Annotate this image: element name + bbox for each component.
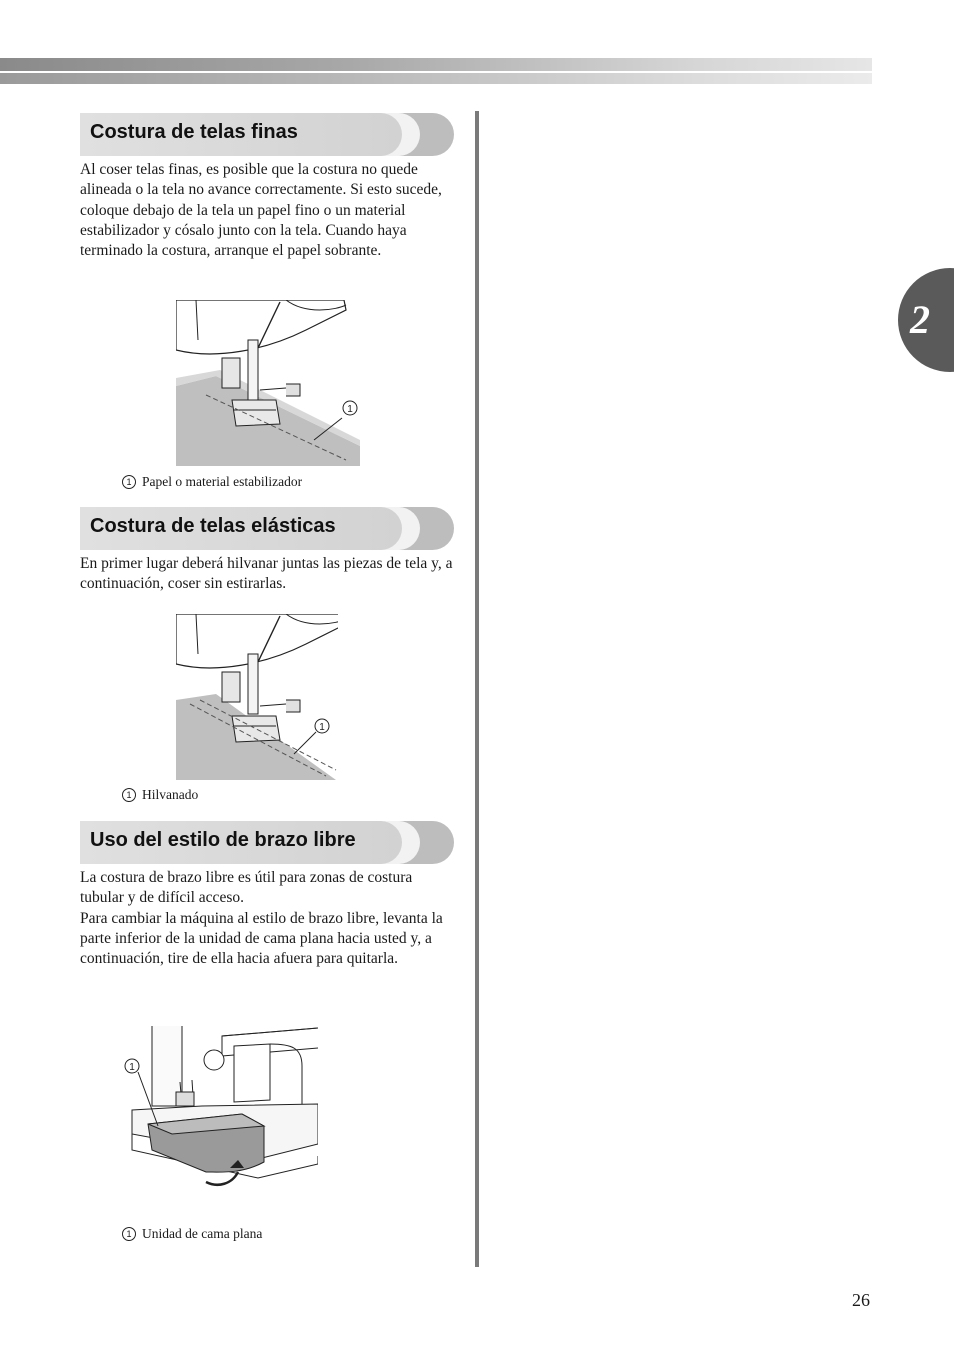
section-body: Al coser telas finas, es posible que la costura no quede alineada o la tela no avance correctamente. Si esto sucede, coloque debajo de la tela un papel fino o un material estabilizador y cósalo junto con la tela. Cuando haya terminado la costura, arranque el papel sobrante.	[80, 161, 442, 260]
caption-number: 1	[122, 788, 136, 802]
section-title: Costura de telas elásticas	[90, 515, 336, 537]
section-heading-thin-fabrics	[80, 113, 454, 156]
chapter-tab	[898, 268, 954, 372]
caption-text: Papel o material estabilizador	[142, 474, 303, 489]
figure-stretch-fabric	[176, 614, 338, 782]
section-heading-stretch-fabrics	[80, 507, 454, 550]
column-divider	[475, 111, 479, 1267]
figure-callout-number: 1	[129, 1062, 135, 1073]
figure-free-arm	[122, 1026, 318, 1192]
caption-number: 1	[122, 1227, 136, 1241]
section-body: En primer lugar deberá hilvanar juntas las piezas de tela y, a continuación, coser sin estirarlas.	[80, 555, 453, 593]
figure-caption	[122, 1226, 262, 1242]
header-stripe-bottom	[0, 73, 872, 84]
figure-callout-number: 1	[347, 404, 353, 415]
figure-callout-number: 1	[319, 722, 325, 733]
section-heading-free-arm	[80, 821, 454, 864]
caption-text: Unidad de cama plana	[142, 1226, 263, 1241]
figure-caption	[122, 787, 198, 803]
caption-number: 1	[122, 475, 136, 489]
header-stripe-top	[0, 58, 872, 71]
section-title: Uso del estilo de brazo libre	[90, 829, 356, 851]
section-body: La costura de brazo libre es útil para zonas de costura tubular y de difícil acceso. Para cambiar la máquina al estilo de brazo libre, levanta la parte inferior de la unidad de cama plana hacia usted y, a continuación, tire de ella hacia afuera para quitarla.	[80, 869, 443, 968]
page-number: 26	[852, 1290, 870, 1310]
figure-thin-fabric	[176, 300, 360, 468]
section-title: Costura de telas finas	[90, 121, 298, 143]
caption-text: Hilvanado	[142, 787, 199, 802]
figure-caption	[122, 474, 302, 490]
chapter-number: 2	[910, 297, 930, 342]
